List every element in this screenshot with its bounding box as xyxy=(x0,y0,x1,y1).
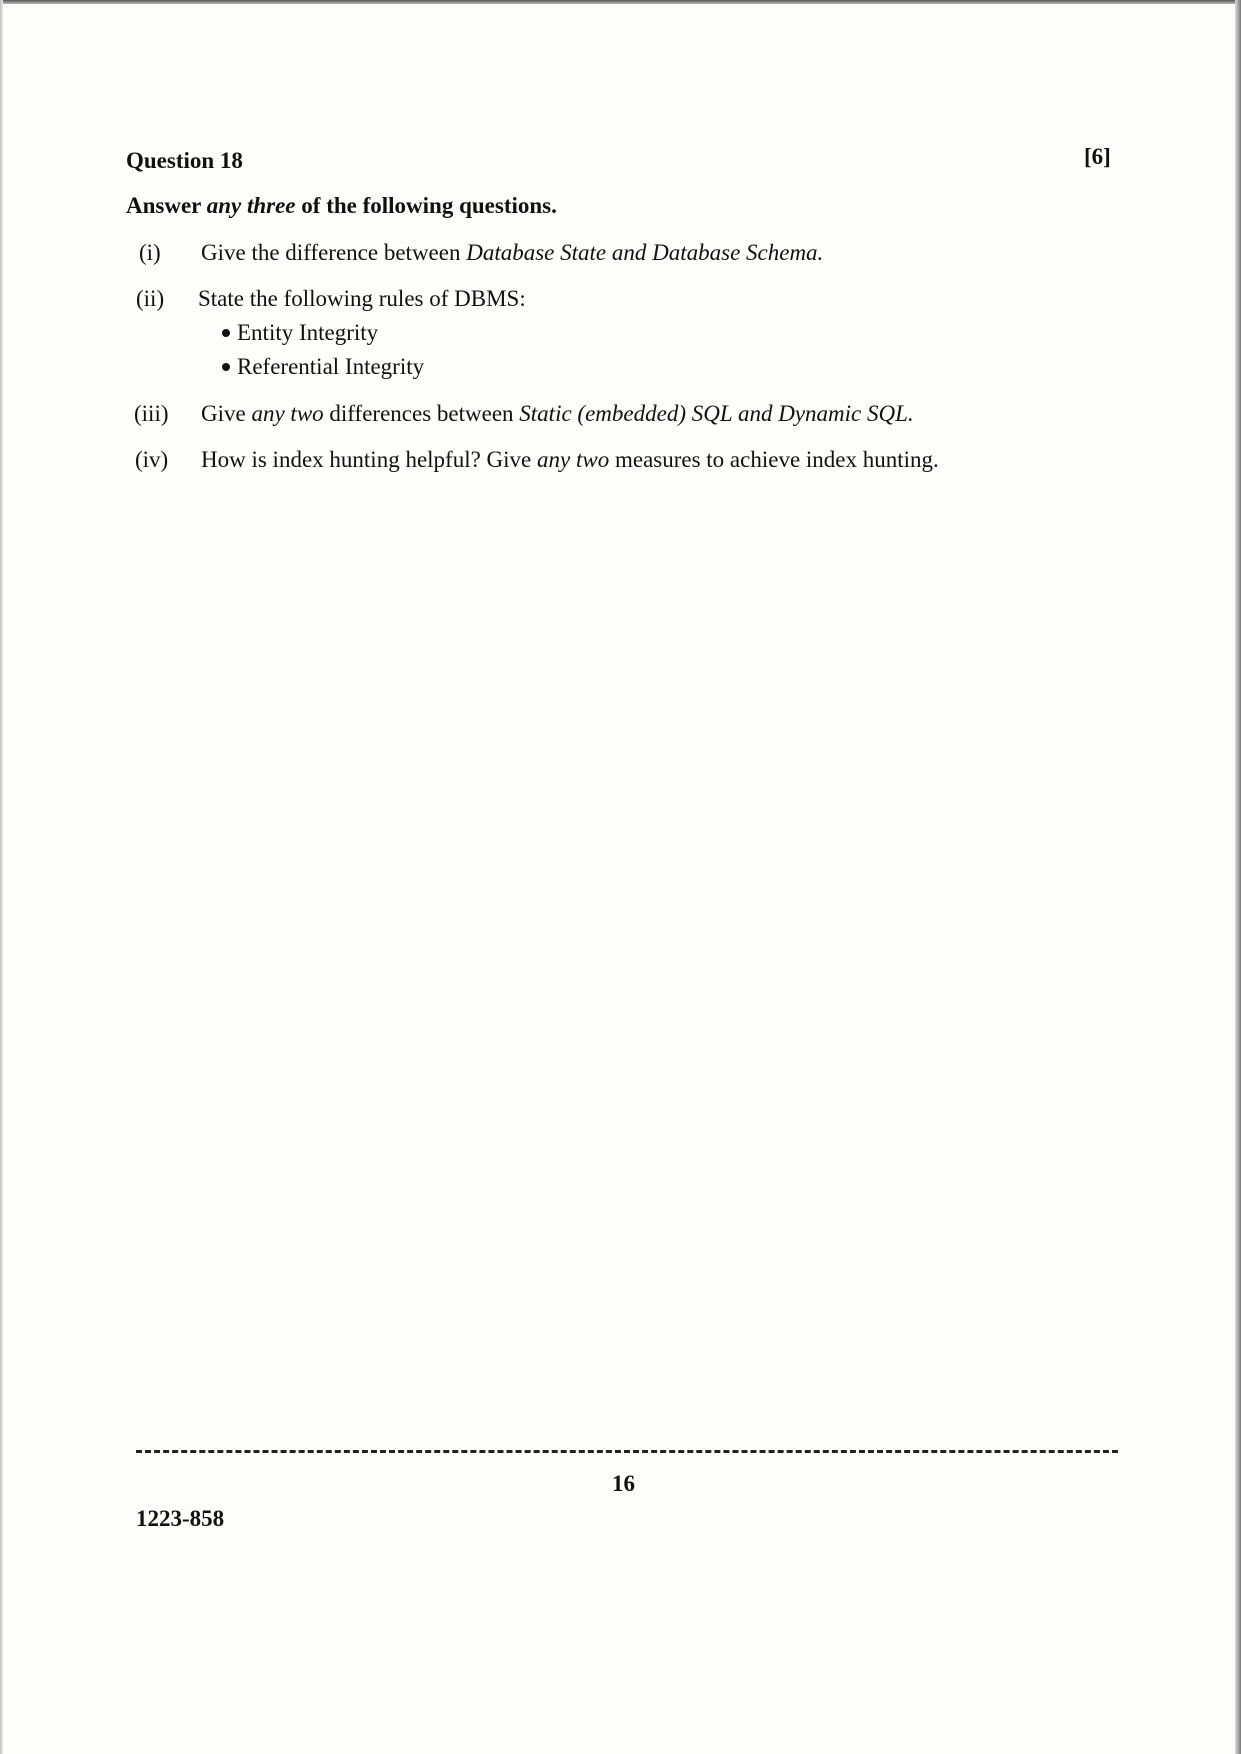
scan-edge-left xyxy=(0,0,3,1754)
item-text: State the following rules of DBMS: xyxy=(198,286,526,311)
item-text-plain: Give xyxy=(201,401,252,426)
item-text-plain: How is index hunting helpful? Give xyxy=(201,447,538,472)
scan-edge-right xyxy=(1235,0,1241,1754)
bullet-text: Entity Integrity xyxy=(237,320,379,345)
paper-code: 1223-858 xyxy=(136,1506,225,1531)
instruction-suffix: of the following questions. xyxy=(295,193,557,218)
bullet-item xyxy=(222,320,378,346)
question-instruction xyxy=(126,193,557,219)
bullet-item xyxy=(222,354,424,380)
item-text xyxy=(201,447,939,473)
question-marks: [6] xyxy=(1084,144,1111,169)
item-text xyxy=(201,240,823,266)
item-text-italic: Static (embedded) SQL and Dynamic SQL. xyxy=(519,401,914,426)
item-text-italic: any two xyxy=(251,401,324,426)
question-title: Question 18 xyxy=(126,148,243,173)
scan-edge-top xyxy=(0,0,1241,4)
item-number: (ii) xyxy=(136,286,165,311)
bullet-dot-icon xyxy=(222,329,230,337)
item-text-plain: Give the difference between xyxy=(201,240,467,265)
item-number: (i) xyxy=(139,240,161,265)
instruction-prefix: Answer xyxy=(126,193,207,218)
bullet-dot-icon xyxy=(222,363,230,371)
item-number: (iii) xyxy=(134,401,169,426)
item-number: (iv) xyxy=(135,447,169,472)
instruction-emphasis: any three xyxy=(206,193,296,218)
page-number: 16 xyxy=(612,1471,635,1496)
item-text-plain: measures to achieve index hunting. xyxy=(609,447,939,472)
item-text-plain: differences between xyxy=(323,401,520,426)
bullet-text: Referential Integrity xyxy=(237,354,425,379)
item-text xyxy=(201,401,914,427)
footer-dashed-rule xyxy=(136,1450,1118,1453)
item-text-italic: Database State and Database Schema. xyxy=(466,240,824,265)
item-text-italic: any two xyxy=(537,447,610,472)
